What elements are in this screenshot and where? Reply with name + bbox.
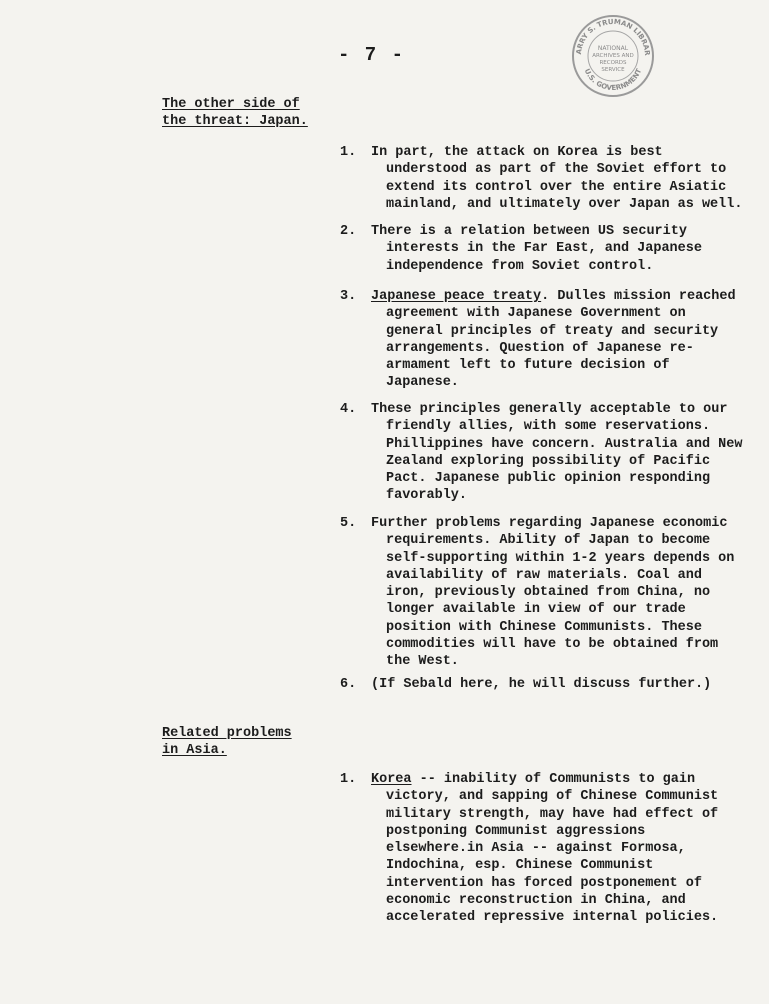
- archive-stamp: [571, 14, 655, 98]
- page-number: - 7 -: [338, 44, 406, 66]
- list-item: [340, 223, 750, 275]
- svg-text:NATIONAL: NATIONAL: [597, 45, 629, 52]
- section-heading-line: Related problems: [162, 726, 292, 741]
- item-number: 5.: [340, 516, 357, 531]
- section-heading-line: in Asia.: [162, 743, 227, 758]
- item-text: . Dulles mission reached agreement with Japanese Government on general principles of treaty and security arrangements. Question of Japanese re-armament left to future decision of Japanese.: [386, 289, 736, 391]
- section-heading-line: The other side of: [162, 97, 300, 112]
- item-lead-underlined: Japanese peace treaty: [371, 289, 542, 304]
- item-lead-underlined: Korea: [371, 772, 412, 787]
- item-number: 3.: [340, 289, 357, 304]
- list-item: [340, 771, 750, 927]
- svg-text:SERVICE: SERVICE: [601, 67, 625, 73]
- list-item: [340, 401, 750, 505]
- item-number: 4.: [340, 402, 357, 417]
- item-number: 6.: [340, 677, 357, 692]
- item-text: In part, the attack on Korea is best understood as part of the Soviet effort to extend its control over the entire Asiatic mainland, and ultimately over Japan as well.: [371, 145, 743, 212]
- svg-text:ARCHIVES AND: ARCHIVES AND: [592, 53, 634, 59]
- item-text: There is a relation between US security interests in the Far East, and Japanese independence from Soviet control.: [371, 224, 702, 274]
- svg-text:HARRY S. TRUMAN LIBRARY: ARRY S. TRUMAN LIBRAR: [574, 17, 652, 56]
- item-number: 1.: [340, 772, 357, 787]
- section-heading-japan: [162, 96, 308, 130]
- list-item: [340, 676, 750, 693]
- list-item: [340, 144, 750, 213]
- svg-text:U.S. GOVERNMENT: U.S. GOVERNMENT: [582, 67, 644, 93]
- item-text: Further problems regarding Japanese economic requirements. Ability of Japan to become self-supporting within 1-2 years depends on availability of raw materials. Coal and iron, previously obtained from China, no longer available in view of our trade position with Chinese Communists. These commodities will have to be obtained from the West.: [371, 516, 735, 670]
- item-text: These principles generally acceptable to our friendly allies, with some reservations. Phillippines have concern. Australia and New Zealand exploring possibility of Pacific Pact. Japanese public opinion responding favorably.: [371, 402, 743, 504]
- section-heading-line: the threat: Japan.: [162, 114, 308, 129]
- item-text: -- inability of Communists to gain victory, and sapping of Chinese Communist military strength, may have had effect of postponing Communist aggressions elsewhere.in Asia -- against Formosa, Indochina, esp. Chinese Communist intervention has forced postponement of economic reconstruction in China, and accelerated repressive internal policies.: [386, 772, 719, 926]
- item-text: (If Sebald here, he will discuss further.): [371, 677, 712, 692]
- list-item: [340, 288, 750, 392]
- svg-text:RECORDS: RECORDS: [599, 60, 627, 66]
- item-number: 1.: [340, 145, 357, 160]
- list-item: [340, 515, 750, 671]
- section-heading-asia: [162, 725, 292, 759]
- item-number: 2.: [340, 224, 357, 239]
